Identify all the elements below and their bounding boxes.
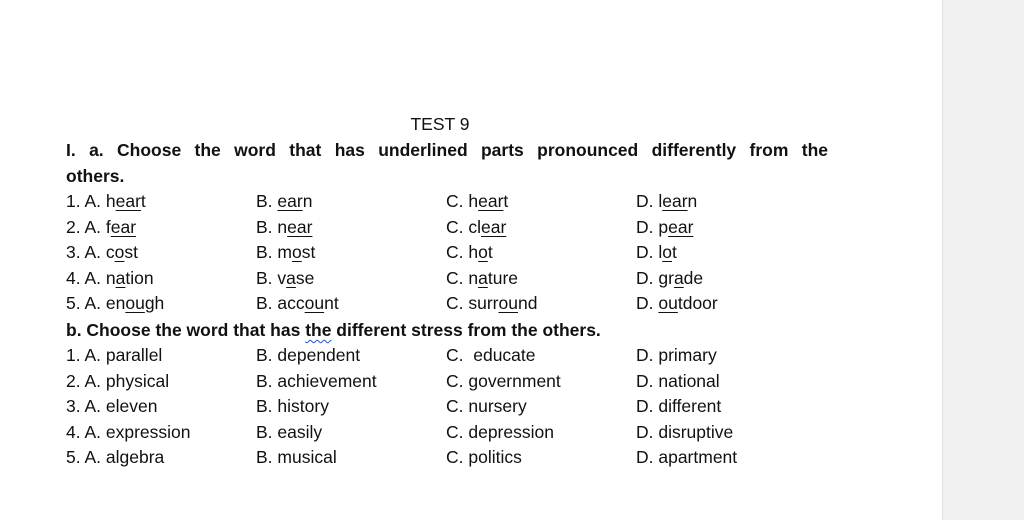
answer-option xyxy=(66,291,256,317)
answer-option xyxy=(66,189,256,215)
answer-option xyxy=(446,189,636,215)
option-underlined-part: ear xyxy=(662,191,688,211)
answer-option: D. apartment xyxy=(636,447,738,468)
answer-option xyxy=(636,215,826,241)
option-text-pre: 3. A. c xyxy=(66,242,115,263)
answer-option: 2. A. physical xyxy=(66,370,170,391)
option-text-pre: D. p xyxy=(636,216,669,237)
question-row xyxy=(66,445,828,471)
option-text-post: nd xyxy=(517,293,538,314)
section-b-heading-wavy-word: the xyxy=(305,319,332,340)
option-text-post: st xyxy=(124,242,138,263)
option-text-post: ture xyxy=(487,267,518,288)
document-body xyxy=(66,112,828,471)
option-underlined-part: ear xyxy=(110,216,137,237)
answer-option: 4. A. expression xyxy=(66,421,191,442)
option-text-post: st xyxy=(301,242,316,263)
answer-option: D. disruptive xyxy=(636,421,734,442)
answer-option: B. achievement xyxy=(256,370,377,391)
option-text-post: t xyxy=(671,242,677,263)
option-text-pre: B. m xyxy=(256,242,292,263)
option-underlined-part: ear xyxy=(481,216,507,237)
option-text-pre: C. surr xyxy=(446,293,499,314)
option-text-post: t xyxy=(503,191,509,211)
answer-option: B. musical xyxy=(256,447,337,468)
option-text-post: gh xyxy=(144,293,165,314)
option-underlined-part: ou xyxy=(658,293,678,314)
section-a-heading-line2: others. xyxy=(66,166,125,186)
answer-option: C. depression xyxy=(446,421,554,442)
option-text-post: nt xyxy=(324,293,339,314)
answer-option: C. politics xyxy=(446,447,522,468)
option-text-pre: D. gr xyxy=(636,267,674,288)
answer-option xyxy=(636,291,826,317)
answer-option: C. educate xyxy=(446,344,536,365)
option-text-post: de xyxy=(683,267,704,288)
option-text-post: tion xyxy=(125,267,154,288)
option-underlined-part: ear xyxy=(478,191,504,211)
answer-option: B. dependent xyxy=(256,344,361,365)
option-text-pre: 1. A. h xyxy=(66,191,116,211)
option-underlined-part: ear xyxy=(115,191,141,211)
answer-option: B. easily xyxy=(256,421,323,442)
section-b-heading-post: different stress from the others. xyxy=(331,319,601,340)
test-title: TEST 9 xyxy=(410,114,470,134)
answer-option: D. different xyxy=(636,396,722,417)
option-text-post: t xyxy=(487,242,493,263)
answer-option xyxy=(256,291,446,317)
answer-option: 3. A. eleven xyxy=(66,396,158,417)
section-a-heading-line1: I. a. Choose the word that has underlined parts pronounced differently from the xyxy=(66,140,828,160)
question-row xyxy=(66,240,828,266)
question-row xyxy=(66,215,828,241)
question-row xyxy=(66,343,828,369)
option-underlined-part: a xyxy=(673,267,684,288)
option-text-post: n xyxy=(687,191,698,211)
option-text-post: tdoor xyxy=(677,293,718,314)
option-text-pre: C. h xyxy=(446,242,479,263)
section-a-questions xyxy=(66,189,828,317)
answer-option xyxy=(636,189,826,215)
option-underlined-part: ou xyxy=(304,293,325,314)
option-text-post: n xyxy=(302,191,313,211)
answer-option xyxy=(636,266,826,292)
option-text-pre: D. xyxy=(636,293,659,314)
question-row xyxy=(66,394,828,420)
option-text-pre: D. l xyxy=(636,191,663,211)
option-underlined-part: o xyxy=(114,242,125,263)
answer-option xyxy=(446,240,636,266)
option-underlined-part: o xyxy=(662,242,672,263)
option-text-post: t xyxy=(140,191,146,211)
answer-option xyxy=(446,291,636,317)
option-text-pre: B. xyxy=(256,191,278,211)
option-text-pre: D. l xyxy=(636,242,663,263)
answer-option: 5. A. algebra xyxy=(66,447,165,468)
option-text-pre: B. n xyxy=(256,216,288,237)
option-text-pre: C. cl xyxy=(446,216,481,237)
answer-option xyxy=(66,266,256,292)
option-underlined-part: o xyxy=(478,242,488,263)
answer-option xyxy=(66,215,256,241)
option-text-pre: C. n xyxy=(446,267,479,288)
answer-option: 1. A. parallel xyxy=(66,344,163,365)
answer-option xyxy=(636,240,826,266)
section-b-heading xyxy=(66,317,828,343)
answer-option xyxy=(446,266,636,292)
option-text-post: se xyxy=(295,267,315,288)
option-text-pre: 5. A. en xyxy=(66,293,126,314)
answer-option xyxy=(66,240,256,266)
question-row xyxy=(66,266,828,292)
question-row xyxy=(66,420,828,446)
option-underlined-part: ear xyxy=(277,191,303,211)
question-row xyxy=(66,291,828,317)
option-underlined-part: o xyxy=(291,242,302,263)
question-row xyxy=(66,369,828,395)
answer-option: C. government xyxy=(446,370,561,391)
answer-option xyxy=(256,189,446,215)
section-b-questions xyxy=(66,343,828,471)
answer-option xyxy=(256,266,446,292)
answer-option xyxy=(256,240,446,266)
question-row xyxy=(66,189,828,215)
option-underlined-part: a xyxy=(478,267,488,288)
option-text-pre: 4. A. n xyxy=(66,267,116,288)
section-b-heading-pre: b. Choose the word that has xyxy=(66,319,306,340)
side-panel xyxy=(942,0,1024,520)
option-underlined-part: a xyxy=(115,267,126,288)
option-underlined-part: ear xyxy=(668,216,694,237)
option-text-pre: C. h xyxy=(446,191,479,211)
option-underlined-part: ear xyxy=(287,216,313,237)
option-text-pre: B. v xyxy=(256,267,287,288)
answer-option: D. national xyxy=(636,370,720,391)
option-underlined-part: ou xyxy=(498,293,518,314)
option-underlined-part: ou xyxy=(125,293,145,314)
option-text-pre: 2. A. f xyxy=(66,216,111,237)
answer-option xyxy=(446,215,636,241)
answer-option: B. history xyxy=(256,396,329,417)
answer-option: D. primary xyxy=(636,344,717,365)
answer-option: C. nursery xyxy=(446,396,527,417)
option-text-pre: B. acc xyxy=(256,293,305,314)
answer-option xyxy=(256,215,446,241)
option-underlined-part: a xyxy=(286,267,296,288)
